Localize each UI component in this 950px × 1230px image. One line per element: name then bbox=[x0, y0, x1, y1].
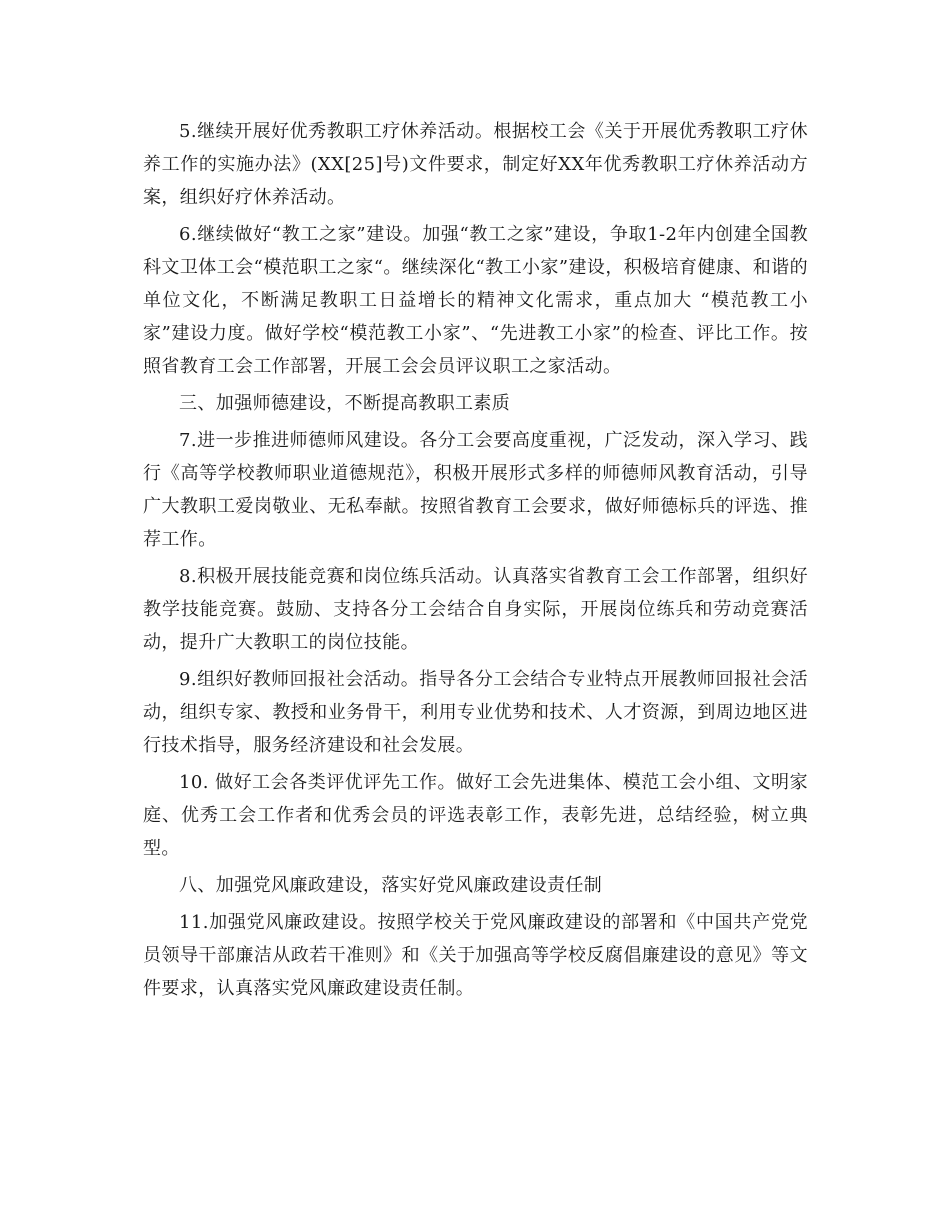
paragraph-item-5-recuperation: 5.继续开展好优秀教职工疗休养活动。根据校工会《关于开展优秀教职工疗休养工作的实施办法》(XX[25]号)文件要求，制定好XX年优秀教职工疗休养活动方案，组织好疗休养活动。 bbox=[143, 121, 808, 208]
paragraph-item-11-integrity: 11.加强党风廉政建设。按照学校关于党风廉政建设的部署和《中国共产党党员领导干部廉洁从政若干准则》和《关于加强高等学校反腐倡廉建设的意见》等文件要求，认真落实党风廉政建设责任制。 bbox=[143, 912, 808, 999]
paragraph-item-10-awards: 10. 做好工会各类评优评先工作。做好工会先进集体、模范工会小组、文明家庭、优秀工会工作者和优秀会员的评选表彰工作，表彰先进，总结经验，树立典型。 bbox=[143, 772, 808, 859]
paragraph-item-7-ethics: 7.进一步推进师德师风建设。各分工会要高度重视，广泛发动，深入学习、践行《高等学校教师职业道德规范》，积极开展形式多样的师德师风教育活动，引导广大教职工爱岗敬业、无私奉献。按照省教育工会要求，做好师德标兵的评选、推荐工作。 bbox=[143, 430, 808, 550]
section-heading-8: 八、加强党风廉政建设，落实好党风廉政建设责任制 bbox=[179, 875, 603, 896]
section-heading-3: 三、加强师德建设，不断提高教职工素质 bbox=[179, 393, 511, 414]
document-body bbox=[143, 115, 808, 1009]
paragraph-item-8-skills: 8.积极开展技能竞赛和岗位练兵活动。认真落实省教育工会工作部署，组织好教学技能竞赛。鼓励、支持各分工会结合自身实际，开展岗位练兵和劳动竞赛活动，提升广大教职工的岗位技能。 bbox=[143, 566, 808, 653]
paragraph-item-9-social-service: 9.组织好教师回报社会活动。指导各分工会结合专业特点开展教师回报社会活动，组织专家、教授和业务骨干，利用专业优势和技术、人才资源，到周边地区进行技术指导，服务经济建设和社会发展。 bbox=[143, 669, 808, 756]
paragraph-item-6-staff-home: 6.继续做好“教工之家”建设。加强“教工之家”建设，争取1-2年内创建全国教科文卫体工会“模范职工之家“。继续深化“教工小家”建设，积极培育健康、和谐的单位文化，不断满足教职工日益增长的精神文化需求，重点加大 “模范教工小家”建设力度。做好学校“模范教工小家”、“先进教工小家”的检查、评比工作。按照省教育工会工作部署，开展工会会员评议职工之家活动。 bbox=[143, 224, 808, 377]
